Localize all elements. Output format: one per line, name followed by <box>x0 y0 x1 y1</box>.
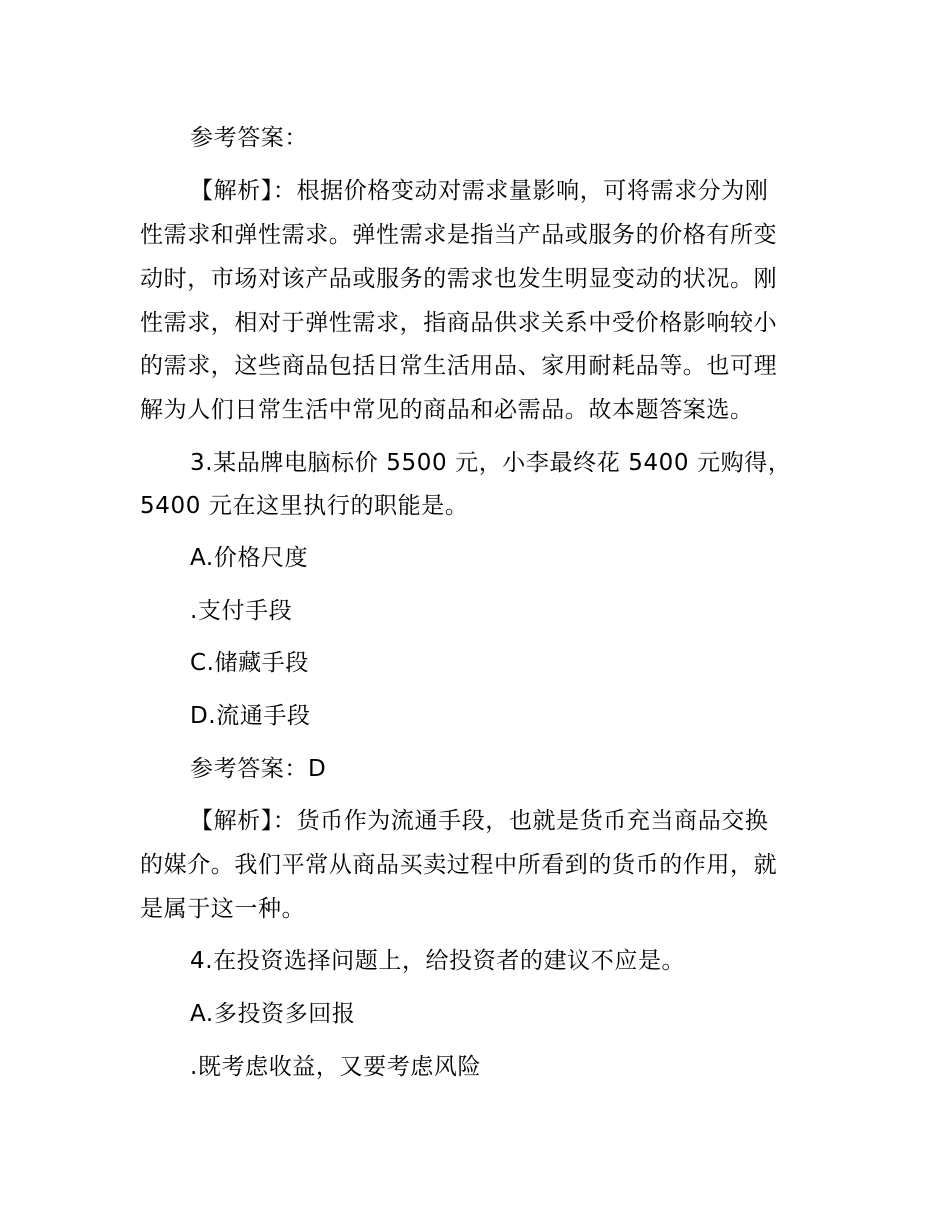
q2-analysis-line: 性需求，相对于弹性需求，指商品供求关系中受价格影响较小 <box>140 310 778 336</box>
q3-analysis-line: 【解析】：货币作为流通手段，也就是货币充当商品交换 <box>190 808 769 834</box>
q2-analysis-line: 解为人们日常生活中常见的商品和必需品。故本题答案选。 <box>140 397 754 423</box>
q3-option-d: D.流通手段 <box>190 703 311 729</box>
q3-analysis-line: 是属于这一种。 <box>140 896 306 922</box>
q2-analysis-line: 【解析】：根据价格变动对需求量影响，可将需求分为刚 <box>190 178 769 204</box>
q2-analysis-line: 动时，市场对该产品或服务的需求也发生明显变动的状况。刚 <box>140 266 778 292</box>
q3-stem-line: 5400 元在这里执行的职能是。 <box>140 493 469 519</box>
q4-stem: 4.在投资选择问题上，给投资者的建议不应是。 <box>190 948 686 974</box>
q2-answer-label: 参考答案： <box>190 125 308 151</box>
q3-stem-line: 3.某品牌电脑标价 5500 元，小李最终花 5400 元购得， <box>190 450 792 476</box>
q2-analysis-line: 性需求和弹性需求。弹性需求是指当产品或服务的价格有所变 <box>140 222 778 248</box>
q3-option-c: C.储藏手段 <box>190 650 309 676</box>
q4-option-b: .既考虑收益，又要考虑风险 <box>190 1054 482 1080</box>
q3-answer: 参考答案：D <box>190 756 327 782</box>
q2-analysis-line: 的需求，这些商品包括日常生活用品、家用耐耗品等。也可理 <box>140 353 778 379</box>
q3-analysis-line: 的媒介。我们平常从商品买卖过程中所看到的货币的作用，就 <box>140 852 778 878</box>
q3-option-b: .支付手段 <box>190 598 293 624</box>
q4-option-a: A.多投资多回报 <box>190 1001 356 1027</box>
q3-option-a: A.价格尺度 <box>190 545 309 571</box>
